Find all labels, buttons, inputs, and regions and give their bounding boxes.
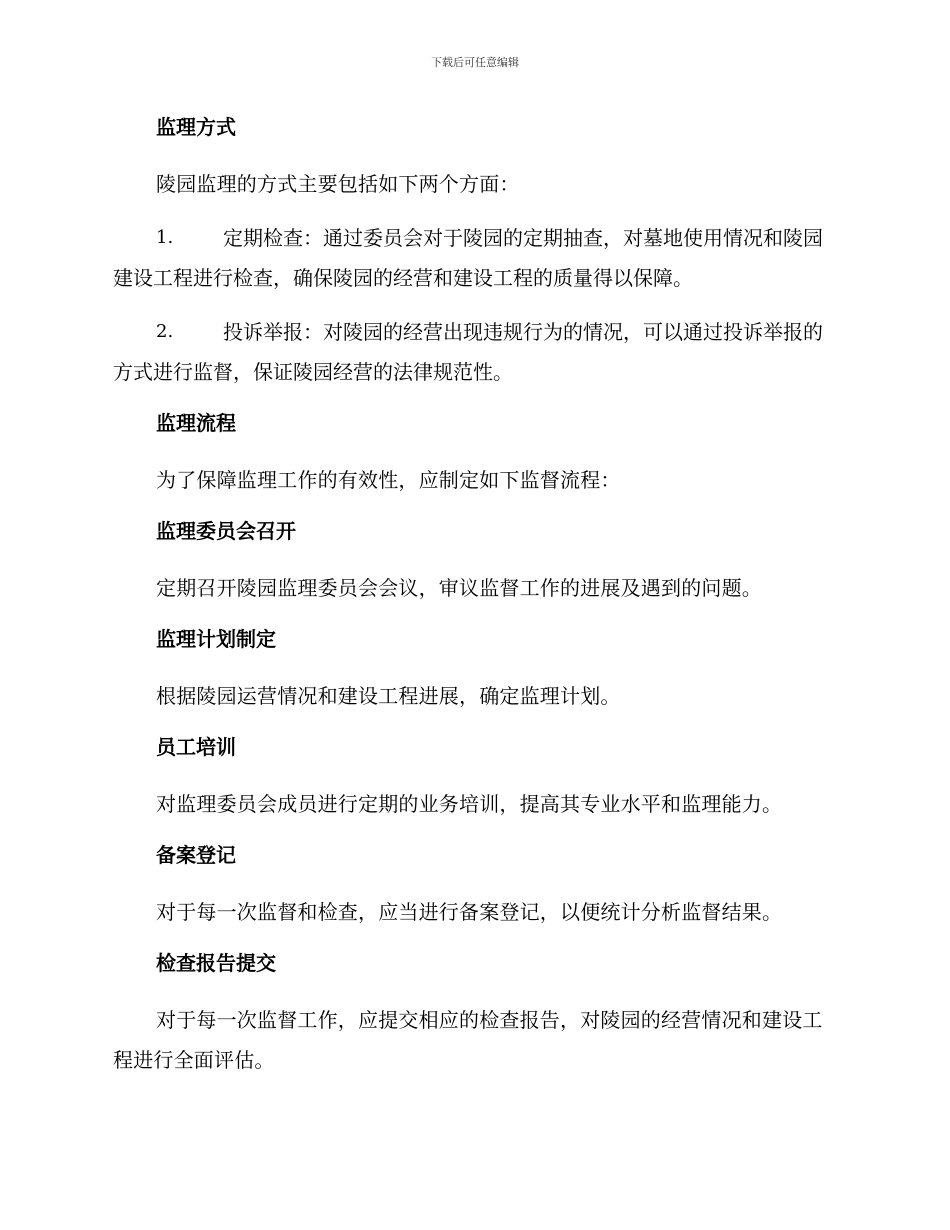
paragraph-committee-meeting: 定期召开陵园监理委员会会议，审议监督工作的进展及遇到的问题。 xyxy=(156,576,762,600)
list-item-complaint-report xyxy=(113,312,835,392)
section-heading-supervision-process: 监理流程 xyxy=(156,411,236,435)
list-item-text: 定期检查：通过委员会对于陵园的定期抽查，对墓地使用情况和陵园建设工程进行检查，确保陵园的经营和建设工程的质量得以保障。 xyxy=(113,226,823,290)
list-number: 1. xyxy=(156,227,174,248)
paragraph-methods-intro: 陵园监理的方式主要包括如下两个方面： xyxy=(156,172,520,196)
section-heading-plan-formulation: 监理计划制定 xyxy=(156,627,276,651)
section-heading-committee-meeting: 监理委员会召开 xyxy=(156,519,296,543)
document-body xyxy=(113,110,835,1094)
paragraph-staff-training: 对监理委员会成员进行定期的业务培训，提高其专业水平和监理能力。 xyxy=(156,792,783,816)
paragraph-filing-registration: 对于每一次监督和检查，应当进行备案登记，以便统计分析监督结果。 xyxy=(156,900,783,924)
section-heading-supervision-methods: 监理方式 xyxy=(156,115,236,139)
paragraph-process-intro: 为了保障监理工作的有效性，应制定如下监督流程： xyxy=(156,468,621,492)
section-heading-filing-registration: 备案登记 xyxy=(156,843,236,867)
list-item-text: 投诉举报：对陵园的经营出现违规行为的情况，可以通过投诉举报的方式进行监督，保证陵园经营的法律规范性。 xyxy=(113,320,823,384)
paragraph-report-submission: 对于每一次监督工作，应提交相应的检查报告，对陵园的经营情况和建设工程进行全面评估。 xyxy=(113,1008,823,1072)
paragraph-plan-formulation: 根据陵园运营情况和建设工程进展，确定监理计划。 xyxy=(156,684,621,708)
list-number: 2. xyxy=(156,321,174,342)
section-heading-report-submission: 检查报告提交 xyxy=(156,951,276,975)
list-item-regular-inspection xyxy=(113,218,835,298)
header-note: 下载后可任意编辑 xyxy=(431,56,519,69)
section-heading-staff-training: 员工培训 xyxy=(156,735,236,759)
